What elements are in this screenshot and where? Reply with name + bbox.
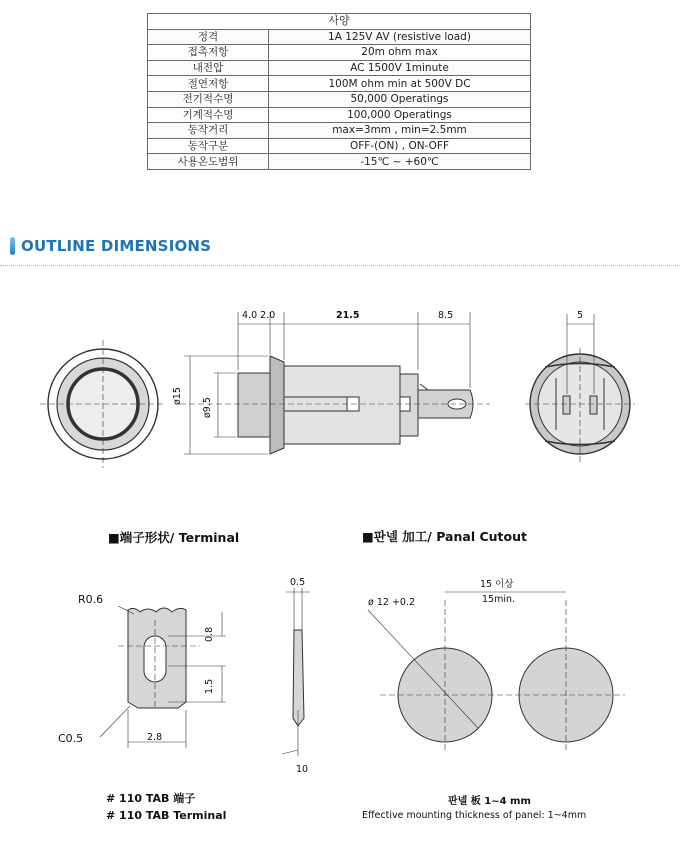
panel-cutout-drawing xyxy=(368,592,625,750)
spec-row xyxy=(148,91,531,107)
spec-value: -15℃ ~ +60℃ xyxy=(269,154,531,170)
panel-thickness-ko: 판넬 板 1~4 mm xyxy=(448,796,531,807)
dim-1-5: 1.5 xyxy=(204,678,215,694)
spec-row xyxy=(148,154,531,170)
dim-5: 5 xyxy=(577,310,584,321)
tab-terminal-en: # 110 TAB Terminal xyxy=(106,809,227,822)
spec-label: 정격 xyxy=(148,29,269,45)
dim-4-2: 4.0 2.0 xyxy=(242,310,276,321)
dim-21-5: 21.5 xyxy=(336,310,360,321)
dim-2-8: 2.8 xyxy=(147,732,163,743)
spec-table xyxy=(147,13,531,170)
spec-label: 기계적수명 xyxy=(148,107,269,123)
dim-10: 10 xyxy=(296,764,309,775)
dim-15-min: 15min. xyxy=(482,594,516,605)
dim-c0-5: C0.5 xyxy=(58,732,84,745)
spec-header: 사양 xyxy=(148,14,531,30)
spec-header-row xyxy=(148,14,531,30)
spec-value: 20m ohm max xyxy=(269,45,531,61)
spec-row xyxy=(148,138,531,154)
spec-label: 절연저항 xyxy=(148,76,269,92)
spec-value: AC 1500V 1minute xyxy=(269,60,531,76)
front-view xyxy=(40,340,166,468)
dim-15-over: 15 이상 xyxy=(480,579,514,590)
spec-row xyxy=(148,45,531,61)
dim-dia-9-5: ø9.5 xyxy=(202,397,213,418)
rear-view xyxy=(525,314,635,462)
spec-body xyxy=(148,29,531,169)
spec-row xyxy=(148,29,531,45)
spec-label: 접촉저항 xyxy=(148,45,269,61)
spec-value: 100M ohm min at 500V DC xyxy=(269,76,531,92)
spec-value: 1A 125V AV (resistive load) xyxy=(269,29,531,45)
panel-thickness-en: Effective mounting thickness of panel: 1~4mm xyxy=(362,810,587,821)
spec-label: 사용온도범위 xyxy=(148,154,269,170)
dim-0-5: 0.5 xyxy=(290,577,306,588)
spec-label: 내전압 xyxy=(148,60,269,76)
spec-label: 동작거리 xyxy=(148,123,269,139)
dim-r0-6: R0.6 xyxy=(78,593,104,606)
spec-label: 동작구분 xyxy=(148,138,269,154)
dotted-divider xyxy=(0,265,680,266)
spec-value: max=3mm , min=2.5mm xyxy=(269,123,531,139)
section-title: OUTLINE DIMENSIONS xyxy=(21,237,212,255)
spec-row xyxy=(148,60,531,76)
terminal-heading: ■端子形状/ Terminal xyxy=(108,530,240,545)
spec-value: OFF-(ON) , ON-OFF xyxy=(269,138,531,154)
dim-phi-12: ø 12 +0.2 xyxy=(368,597,416,608)
terminal-side-drawing xyxy=(282,588,310,756)
spec-row xyxy=(148,107,531,123)
spec-row xyxy=(148,123,531,139)
spec-row xyxy=(148,76,531,92)
dim-8-5: 8.5 xyxy=(438,310,454,321)
tab-terminal-ko: # 110 TAB 端子 xyxy=(106,792,196,805)
heading-marker-icon xyxy=(10,237,15,255)
spec-value: 50,000 Operatings xyxy=(269,91,531,107)
panel-cutout-heading: ■판넬 加工/ Panal Cutout xyxy=(362,529,527,544)
outline-drawing xyxy=(0,270,680,845)
side-view xyxy=(180,312,490,454)
spec-value: 100,000 Operatings xyxy=(269,107,531,123)
spec-label: 전기적수명 xyxy=(148,91,269,107)
section-heading xyxy=(10,236,211,256)
dim-dia-15: ø15 xyxy=(172,387,183,405)
dim-0-8: 0.8 xyxy=(204,626,215,642)
